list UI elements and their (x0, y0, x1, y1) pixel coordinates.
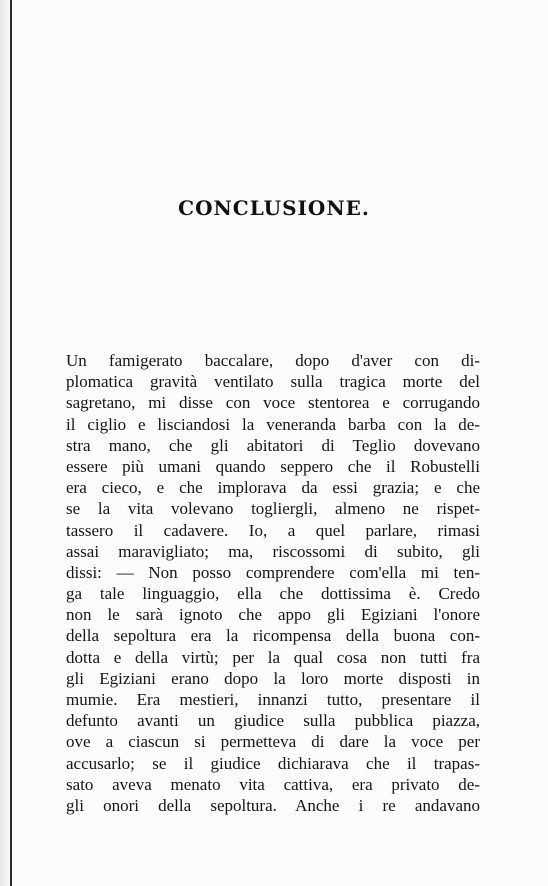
text-line: plomatica gravità ventilato sulla tragica morte del (66, 372, 480, 392)
text-line: sato aveva menato vita cattiva, era privato de- (66, 774, 480, 794)
text-line: gli onori della sepoltura. Anche i re andavano (66, 795, 480, 815)
text-line: ga tale linguaggio, ella che dottissima è. Credo (66, 584, 480, 604)
text-line: accusarlo; se il giudice dichiarava che il trapas- (66, 753, 480, 773)
body-paragraph (66, 350, 480, 816)
text-line: mumie. Era mestieri, innanzi tutto, presentare il (66, 690, 480, 709)
text-line: tassero il cadavere. Io, a quel parlare, rimasi (66, 520, 480, 540)
page-left-edge (10, 0, 12, 886)
text-line: della sepoltura era la ricompensa della buona con- (66, 626, 480, 646)
page-gutter-shadow (0, 0, 10, 886)
text-line: il ciglio e lisciandosi la veneranda barba con la de- (66, 414, 480, 434)
text-line: dotta e della virtù; per la qual cosa non tutti fra (66, 647, 480, 667)
text-line: stra mano, che gli abitatori di Teglio dovevano (66, 435, 480, 455)
text-line: Un famigerato baccalare, dopo d'aver con di- (66, 351, 480, 370)
text-line: era cieco, e che implorava da essi grazia; e che (66, 478, 480, 498)
text-line: gli Egiziani erano dopo la loro morte disposti in (66, 668, 480, 688)
text-line: se la vita volevano togliergli, almeno ne rispet- (66, 499, 480, 519)
text-line: dissi: — Non posso comprendere com'ella mi ten- (66, 562, 480, 582)
chapter-title: CONCLUSIONE. (178, 196, 370, 220)
text-line: defunto avanti un giudice sulla pubblica piazza, (66, 711, 480, 731)
text-line: ove a ciascun si permetteva di dare la voce per (66, 732, 480, 752)
text-line: essere più umani quando seppero che il Robustelli (66, 456, 480, 476)
text-line: sagretano, mi disse con voce stentorea e corrugando (66, 393, 480, 413)
text-line: assai maravigliato; ma, riscossomi di subito, gli (66, 541, 480, 561)
text-line: non le sarà ignoto che appo gli Egiziani l'onore (66, 605, 480, 625)
